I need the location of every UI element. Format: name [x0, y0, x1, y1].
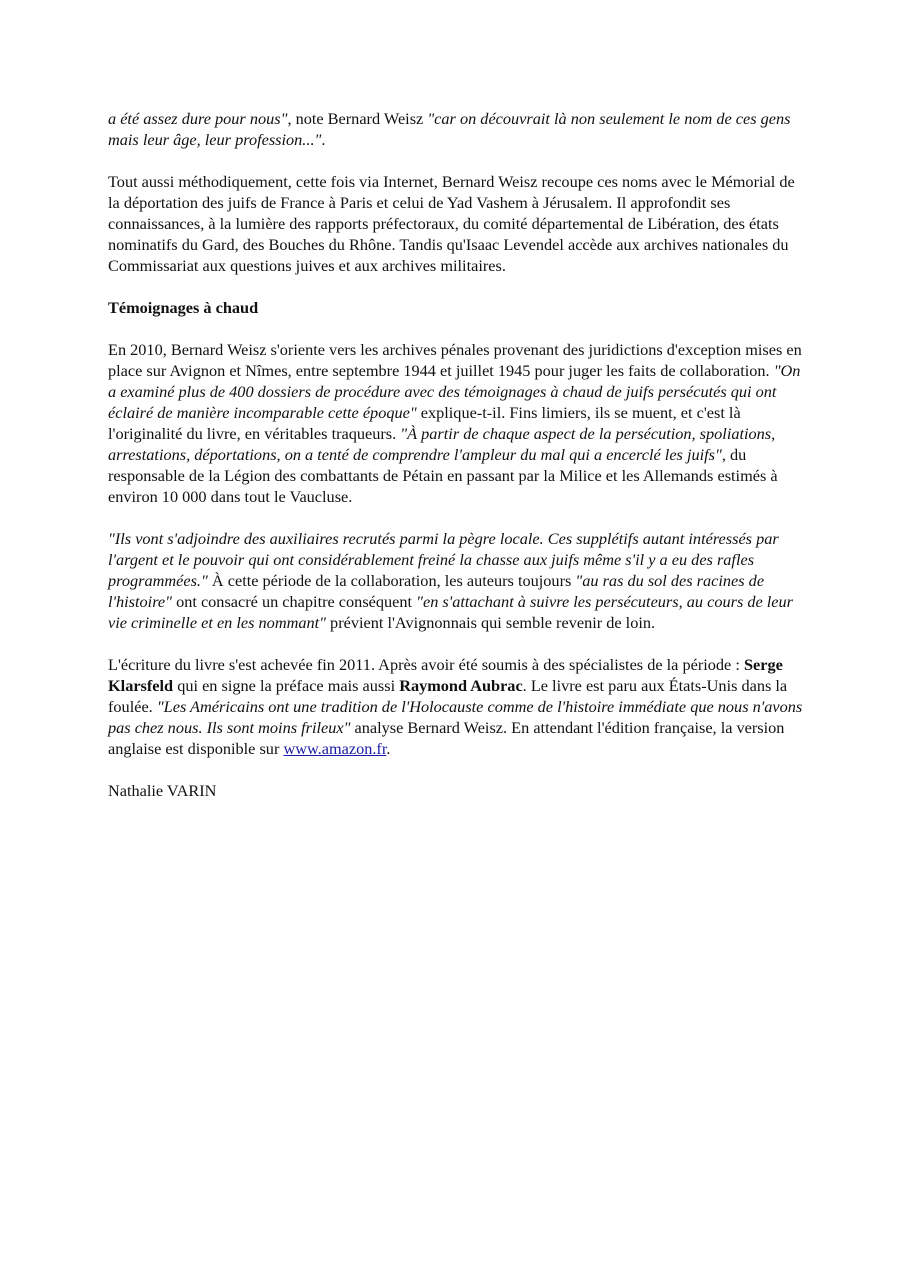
text-fragment: À cette période de la collaboration, les auteurs toujours: [207, 571, 576, 590]
text-fragment: qui en signe la préface mais aussi: [173, 676, 400, 695]
quote-fragment: "car on découvrait là non seulement le nom de ces gens mais leur âge, leur profession...": [108, 109, 791, 149]
text-fragment: ont consacré un chapitre conséquent: [172, 592, 417, 611]
author-signature: Nathalie VARIN: [108, 781, 217, 800]
person-name: Serge Klarsfeld: [108, 655, 783, 695]
text-fragment: .: [321, 130, 326, 149]
text-fragment: , note Bernard Weisz: [287, 109, 428, 128]
text-fragment: analyse Bernard Weisz. En attendant l'édition française, la version anglaise est disponible sur: [108, 718, 785, 758]
quote-fragment: "au ras du sol des racines de l'histoire": [108, 571, 765, 611]
amazon-link[interactable]: www.amazon.fr: [283, 739, 387, 758]
section-heading: Témoignages à chaud: [108, 298, 259, 317]
quote-fragment: a été assez dure pour nous": [108, 109, 288, 128]
quote-fragment: "On a examiné plus de 400 dossiers de procédure avec des témoignages à chaud de juifs persécutés qui ont éclairé de manière incomparable cette époque": [108, 361, 801, 422]
text-fragment: En 2010, Bernard Weisz s'oriente vers les archives pénales provenant des juridictions d'exception mises en place sur Avignon et Nîmes, entre septembre 1944 et juillet 1945 pour juger les faits de collaboration.: [108, 340, 802, 380]
text-fragment: . Le livre est paru aux États-Unis dans la foulée.: [108, 676, 788, 716]
paragraph-methodology: [108, 171, 808, 276]
quote-fragment: "À partir de chaque aspect de la persécution, spoliations, arrestations, déportations, on a tenté de comprendre l'ampleur du mal qui a encerclé les juifs": [108, 424, 776, 464]
paragraph-intro-quote: [108, 108, 808, 150]
person-name: Raymond Aubrac: [399, 676, 523, 695]
text-fragment: Tout aussi méthodiquement, cette fois via Internet, Bernard Weisz recoupe ces noms avec le Mémorial de la déportation des juifs de France à Paris et celui de Yad Vashem à Jérusalem. Il approfondit ses connaissances, à la lumière des rapports préfectoraux, du comité départemental de Libération, des états nominatifs du Gard, des Bouches du Rhône. Tandis qu'Isaac Levendel accède aux archives nationales du Commissariat aux questions juives et aux archives militaires.: [108, 172, 795, 275]
paragraph-archives: [108, 339, 808, 507]
quote-fragment: "en s'attachant à suivre les persécuteurs, au cours de leur vie criminelle et en les nommant": [108, 592, 794, 632]
paragraph-auxiliaries: [108, 528, 808, 633]
paragraph-publication: [108, 654, 808, 759]
text-fragment: prévient l'Avignonnais qui semble revenir de loin.: [325, 613, 656, 632]
text-fragment: L'écriture du livre s'est achevée fin 2011. Après avoir été soumis à des spécialistes de la période :: [108, 655, 744, 674]
quote-fragment: "Ils vont s'adjoindre des auxiliaires recrutés parmi la pègre locale. Ces supplétifs autant intéressés par l'argent et le pouvoir qui ont considérablement freiné la chasse aux juifs même s'il y a eu des rafles programmées.": [108, 529, 779, 590]
quote-fragment: "Les Américains ont une tradition de l'Holocauste comme de l'histoire immédiate que nous n'avons pas chez nous. Ils sont moins frileux": [108, 697, 803, 737]
text-fragment: explique-t-il. Fins limiers, ils se muent, et c'est là l'originalité du livre, en véritables traqueurs.: [108, 403, 741, 443]
article-body: [108, 108, 808, 822]
text-fragment: , du responsable de la Légion des combattants de Pétain en passant par la Milice et les Allemands estimés à environ 10 000 dans tout le Vaucluse.: [108, 445, 778, 506]
text-fragment: .: [386, 739, 391, 758]
